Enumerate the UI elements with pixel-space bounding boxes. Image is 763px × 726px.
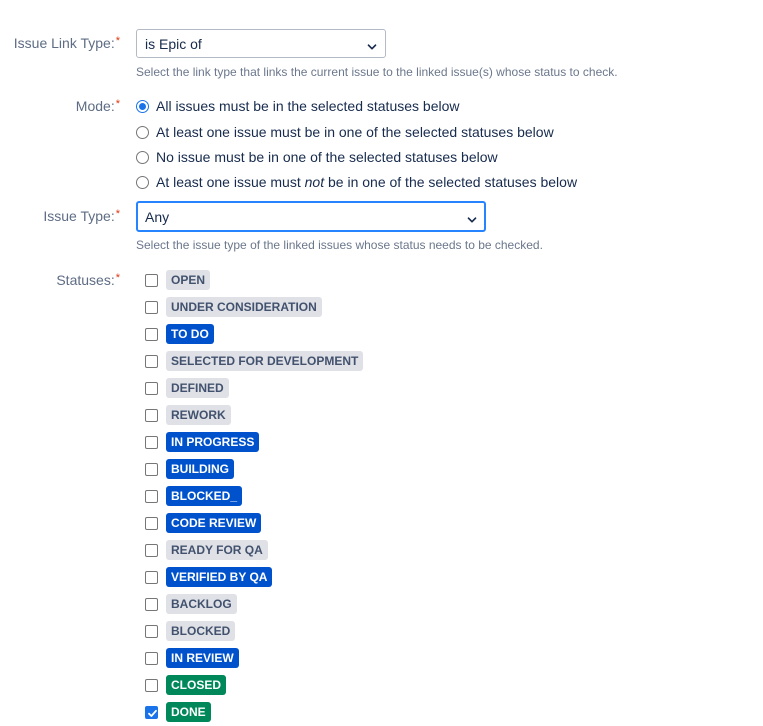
statuses-label: Statuses:* xyxy=(56,272,120,288)
status-row[interactable] xyxy=(145,405,231,425)
status-checkbox[interactable] xyxy=(145,382,158,395)
status-checkbox[interactable] xyxy=(145,463,158,476)
status-checkbox[interactable] xyxy=(145,706,158,719)
status-checkbox[interactable] xyxy=(145,598,158,611)
mode-option-label: All issues must be in the selected statuses below xyxy=(156,98,460,114)
link-type-help: Select the link type that links the current issue to the linked issue(s) whose status to check. xyxy=(136,65,618,79)
status-row[interactable] xyxy=(145,486,242,506)
status-lozenge: DEFINED xyxy=(166,378,229,398)
status-row[interactable] xyxy=(145,648,239,668)
chevron-down-icon xyxy=(467,212,477,222)
status-lozenge: BLOCKED_ xyxy=(166,486,242,506)
required-mark: * xyxy=(115,35,120,47)
link-type-select-value: is Epic of xyxy=(145,35,202,52)
link-type-label: Issue Link Type:* xyxy=(13,35,120,51)
status-lozenge: UNDER CONSIDERATION xyxy=(166,297,322,317)
status-row[interactable] xyxy=(145,513,261,533)
status-row[interactable] xyxy=(145,675,226,695)
status-lozenge: IN PROGRESS xyxy=(166,432,259,452)
status-lozenge: DONE xyxy=(166,702,211,722)
status-checkbox[interactable] xyxy=(145,571,158,584)
checkmark-icon xyxy=(147,708,158,719)
mode-option-label: At least one issue must not be in one of the selected statuses below xyxy=(156,174,578,190)
status-lozenge: CLOSED xyxy=(166,675,226,695)
status-row[interactable] xyxy=(145,324,214,344)
required-mark: * xyxy=(115,208,120,220)
status-checkbox[interactable] xyxy=(145,625,158,638)
mode-option-label: No issue must be in one of the selected statuses below xyxy=(156,149,498,165)
issue-type-select[interactable] xyxy=(136,201,486,232)
status-checkbox[interactable] xyxy=(145,274,158,287)
required-mark: * xyxy=(115,272,120,284)
status-row[interactable] xyxy=(145,432,259,452)
status-row[interactable] xyxy=(145,378,229,398)
mode-option-label: At least one issue must be in one of the selected statuses below xyxy=(156,124,554,140)
status-lozenge: BACKLOG xyxy=(166,594,237,614)
status-lozenge: OPEN xyxy=(166,270,210,290)
status-lozenge: REWORK xyxy=(166,405,231,425)
chevron-down-icon xyxy=(367,39,377,49)
link-type-select[interactable] xyxy=(136,29,386,58)
status-lozenge: BUILDING xyxy=(166,459,234,479)
status-row[interactable] xyxy=(145,621,235,641)
mode-option-at-least-one-not[interactable] xyxy=(136,172,577,192)
status-lozenge: CODE REVIEW xyxy=(166,513,261,533)
status-checkbox[interactable] xyxy=(145,544,158,557)
status-checkbox[interactable] xyxy=(145,490,158,503)
mode-radio-at-least-one-not[interactable] xyxy=(136,176,149,189)
status-checkbox[interactable] xyxy=(145,328,158,341)
status-row[interactable] xyxy=(145,702,211,722)
status-checkbox[interactable] xyxy=(145,652,158,665)
status-lozenge: SELECTED FOR DEVELOPMENT xyxy=(166,351,363,371)
mode-option-all[interactable] xyxy=(136,96,460,116)
status-checkbox[interactable] xyxy=(145,436,158,449)
mode-label: Mode:* xyxy=(75,98,120,114)
status-lozenge: READY FOR QA xyxy=(166,540,268,560)
status-row[interactable] xyxy=(145,459,234,479)
issue-type-label: Issue Type:* xyxy=(43,208,120,224)
status-lozenge: BLOCKED xyxy=(166,621,235,641)
status-row[interactable] xyxy=(145,351,363,371)
issue-type-select-value: Any xyxy=(145,208,170,225)
status-row[interactable] xyxy=(145,594,237,614)
status-checkbox[interactable] xyxy=(145,355,158,368)
status-checkbox[interactable] xyxy=(145,301,158,314)
status-row[interactable] xyxy=(145,567,272,587)
required-mark: * xyxy=(115,98,120,110)
issue-type-help: Select the issue type of the linked issues whose status needs to be checked. xyxy=(136,238,543,252)
status-checkbox[interactable] xyxy=(145,679,158,692)
status-row[interactable] xyxy=(145,297,322,317)
status-lozenge: IN REVIEW xyxy=(166,648,239,668)
mode-option-at-least-one[interactable] xyxy=(136,122,554,142)
status-checkbox[interactable] xyxy=(145,409,158,422)
status-checkbox[interactable] xyxy=(145,517,158,530)
status-lozenge: TO DO xyxy=(166,324,214,344)
mode-radio-all[interactable] xyxy=(136,100,149,113)
status-row[interactable] xyxy=(145,540,268,560)
mode-radio-at-least-one[interactable] xyxy=(136,126,149,139)
mode-option-none[interactable] xyxy=(136,147,498,167)
status-lozenge: VERIFIED BY QA xyxy=(166,567,272,587)
mode-radio-none[interactable] xyxy=(136,151,149,164)
status-row[interactable] xyxy=(145,270,210,290)
